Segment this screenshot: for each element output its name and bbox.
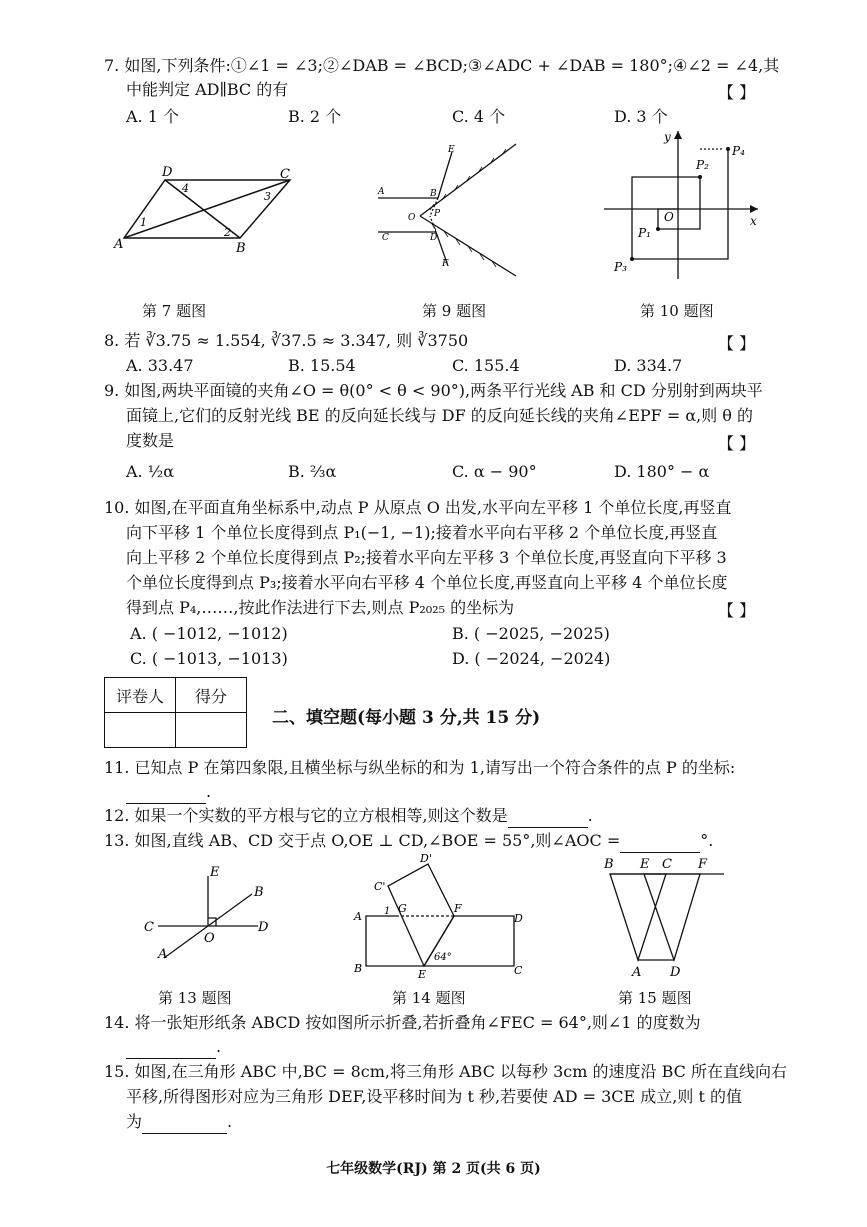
q10-line4: 个单位长度得到点 P₃;接着水平向右平移 4 个单位长度,再竖直向上平移 4 个单位长度 [126,573,728,592]
fig10-label-p1: P₁ [638,226,651,240]
q7-option-d: D. 3 个 [614,107,668,126]
q10-option-b: B. ( −2025, −2025) [452,624,610,643]
q9-line1: 9. 如图,两块平面镜的夹角∠O = θ(0° < θ < 90°),两条平行光线 AB 和 CD 分别射到两块平 [104,381,763,400]
fig13-label-c: C [144,920,154,935]
q10-line5: 得到点 P₄,……,按此作法进行下去,则点 P₂₀₂₅ 的坐标为 [126,598,515,617]
fig14-label-g: G [398,902,407,915]
fig14-folded-flap [388,864,454,966]
q11-blank [126,781,206,804]
q12-blank [508,805,588,828]
fig7-label-a: A [114,237,124,252]
fig9-label-d: D [430,233,438,243]
q9-option-a: A. ½α [126,462,175,481]
fig9-label-p: P [434,209,441,219]
fig15-label-f: F [698,857,708,872]
q7-answer-bracket: 【 】 [718,83,756,102]
fig13-label-b: B [254,885,264,900]
q9-option-d: D. 180° − α [614,462,710,481]
fig10-label-p2: P₂ [696,158,709,172]
q7-option-b: B. 2 个 [288,107,342,126]
fig9-ray-be [438,152,452,198]
q13-blank [620,830,700,853]
q13-line: 13. 如图,直线 AB、CD 交于点 O,OE ⊥ CD,∠BOE = 55°,则∠AOC = °. [104,830,713,853]
q8-answer-bracket: 【 】 [718,334,756,353]
fig14-label-f: F [454,902,462,915]
score-table-score-header: 得分 [176,678,247,713]
figure-13 [140,862,280,972]
q15-line2: 平移,所得图形对应为三角形 DEF,设平移时间为 t 秒,若要使 AD = 3CE 成立,则 t 的值 [126,1087,742,1106]
fig13-label-o: O [204,931,215,946]
q14-line1: 14. 将一张矩形纸条 ABCD 按如图所示折叠,若折叠角∠FEC = 64°,则∠1 的度数为 [104,1013,701,1032]
fig7-angle-4: 4 [182,182,189,195]
q14-blank [126,1036,216,1059]
fig15-triangle-abc [610,874,666,960]
q8-option-a: A. 33.47 [126,356,194,375]
fig7-label-d: D [162,165,173,180]
fig15-label-c: C [662,857,672,872]
fig14-label-c-prime: C' [374,880,386,893]
figure-9 [370,140,530,280]
figure-14 [350,850,530,980]
fig15-label-d: D [670,965,681,980]
q10-line3: 向上平移 2 个单位长度得到点 P₂;接着水平向左平移 3 个单位长度,再竖直向下平移 3 [126,548,727,567]
fig15-label-e: E [640,857,650,872]
fig9-label-o: O [408,213,416,223]
q7-line2: 中能判定 AD∥BC 的有 [126,80,289,99]
q11-line1: 11. 已知点 P 在第四象限,且横坐标与纵坐标的和为 1,请写出一个符合条件的点 P 的坐标: [104,758,736,777]
figure-15 [596,852,736,982]
fig7-label-c: C [280,167,290,182]
fig13-caption: 第 13 题图 [158,989,232,1007]
fig14-label-d: D [514,912,523,925]
fig9-label-f: F [442,259,449,269]
q9-option-b: B. ⅔α [288,462,337,481]
fig13-label-e: E [210,865,220,880]
fig14-label-d-prime: D' [420,852,432,865]
fig7-angle-2: 2 [224,226,231,239]
q8-option-c: C. 155.4 [452,356,520,375]
fig10-label-y: y [664,130,671,144]
fig10-caption: 第 10 题图 [640,302,714,320]
score-table-grader-header: 评卷人 [105,678,176,713]
fig14-label-a: A [354,910,362,923]
q9-option-c: C. α − 90° [452,462,537,481]
q10-line1: 10. 如图,在平面直角坐标系中,动点 P 从原点 O 出发,水平向左平移 1 个单位长度,再竖直 [104,498,732,517]
fig9-label-b: B [430,189,437,199]
q8-option-b: B. 15.54 [288,356,356,375]
fig15-label-a: A [632,965,642,980]
fig7-angle-1: 1 [140,216,147,229]
q10-option-d: D. ( −2024, −2024) [452,649,611,668]
q10-option-a: A. ( −1012, −1012) [130,624,288,643]
q15-line3: 为 . [126,1111,232,1134]
q12-line: 12. 如果一个实数的平方根与它的立方根相等,则这个数是 . [104,805,593,828]
fig9-label-e: E [448,145,455,155]
q10-line2: 向下平移 1 个单位长度得到点 P₁(−1, −1);接着水平向右平移 2 个单位长度,再竖直 [126,523,718,542]
section-2-heading: 二、填空题(每小题 3 分,共 15 分) [272,708,541,728]
fig14-label-c: C [514,964,523,977]
score-table [104,677,247,748]
fig7-angle-3: 3 [264,190,271,203]
fig7-label-b: B [236,241,246,256]
fig13-label-d: D [258,920,269,935]
fig14-label-b: B [354,962,363,975]
fig13-label-a: A [158,947,168,962]
q8-option-d: D. 334.7 [614,356,683,375]
fig15-caption: 第 15 题图 [618,989,692,1007]
fig14-angle-64: 64° [434,952,452,963]
fig9-label-c: C [382,233,389,243]
q15-blank [142,1111,227,1134]
fig15-label-b: B [604,857,614,872]
fig7-caption: 第 7 题图 [142,302,207,320]
fig14-angle-1: 1 [384,906,391,917]
score-table-grader-cell [105,713,176,748]
figure-7 [110,160,310,260]
fig10-label-o: O [664,210,674,224]
q9-line3: 度数是 [126,431,175,450]
score-table-score-cell [176,713,247,748]
q9-line2: 面镜上,它们的反射光线 BE 的反向延长线与 DF 的反向延长线的夹角∠EPF = α,则 θ 的 [126,406,754,425]
fig14-label-e: E [418,968,427,980]
q10-option-c: C. ( −1013, −1013) [130,649,288,668]
q7-line1: 7. 如图,下列条件:①∠1 = ∠3;②∠DAB = ∠BCD;③∠ADC + ∠DAB = 180°;④∠2 = ∠4,其 [104,56,780,75]
fig10-label-p4: P₄ [732,144,745,158]
figure-10 [600,125,770,285]
fig9-caption: 第 9 题图 [422,302,487,320]
q8-line: 8. 若 ∛3.75 ≈ 1.554, ∛37.5 ≈ 3.347, 则 ∛3750 [104,331,469,350]
q7-option-a: A. 1 个 [126,107,179,126]
q11-answer-line: . [126,781,211,804]
fig14-caption: 第 14 题图 [392,989,466,1007]
fig10-label-x: x [750,214,757,228]
q9-answer-bracket: 【 】 [718,434,756,453]
q10-answer-bracket: 【 】 [718,601,756,620]
q15-line1: 15. 如图,在三角形 ABC 中,BC = 8cm,将三角形 ABC 以每秒 3cm 的速度沿 BC 所在直线向右 [104,1062,787,1081]
q7-option-c: C. 4 个 [452,107,506,126]
fig9-label-a: A [378,187,385,197]
fig10-path [632,149,728,259]
page-footer: 七年级数学(RJ) 第 2 页(共 6 页) [326,1161,541,1177]
q14-answer-line: . [126,1036,221,1059]
fig10-label-p3: P₃ [614,260,627,274]
